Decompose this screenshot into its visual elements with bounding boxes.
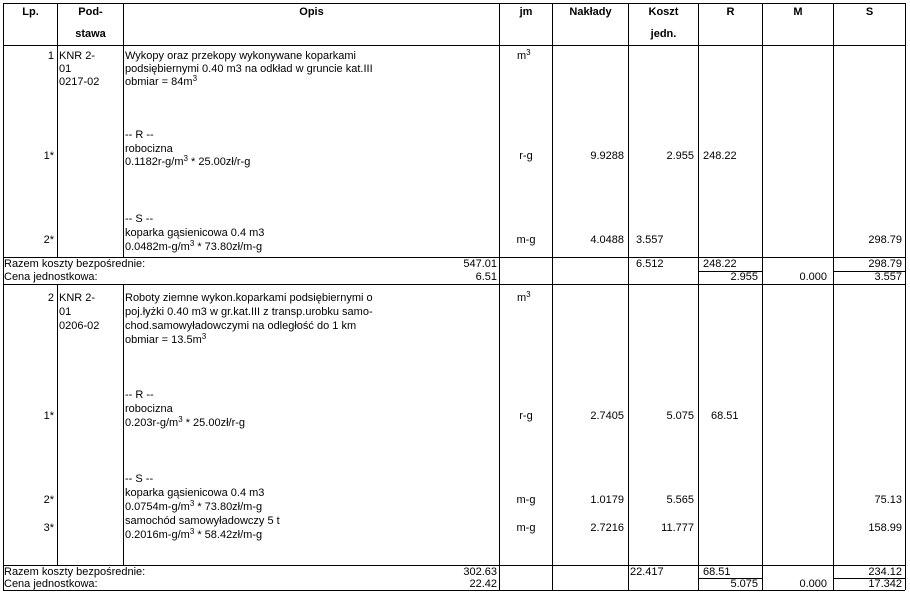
- pos2-razem-s: 234.12: [868, 566, 902, 578]
- pos2-razem-r: 68.51: [703, 566, 731, 578]
- pos1-cena-r: 2.955: [730, 271, 758, 283]
- pos1-razem-koszt: 6.512: [636, 258, 664, 270]
- pos1-r-koszt: 2.955: [666, 150, 694, 162]
- pos2-desc-line3: chod.samowyładowczymi na odległość do 1 km: [125, 320, 357, 332]
- pos2-cena-r: 5.075: [730, 578, 758, 590]
- pos1-s-section: -- S --: [125, 213, 154, 225]
- pos2-r-value: 68.51: [711, 410, 739, 422]
- pos2-unit: $m^3$: [517, 290, 531, 304]
- pos2-s1-naklady: 1.0179: [590, 494, 624, 506]
- pos2-s2-name: samochód samowyładowczy 5 t: [125, 515, 280, 527]
- pos1-s-value: 298.79: [868, 234, 902, 246]
- pos2-basis-line2: 01: [59, 306, 72, 318]
- pos1-r-section: -- R --: [125, 129, 154, 141]
- pos2-basis-line3: 0206-02: [59, 320, 100, 332]
- pos1-razem-r: 248.22: [703, 258, 737, 270]
- pos1-r-value: 248.22: [703, 150, 737, 162]
- pos1-razem-value: 547.01: [463, 258, 497, 270]
- col-border-m: [762, 3, 763, 590]
- pos1-basis-line2: 01: [59, 63, 72, 75]
- pos2-r-jm: r-g: [519, 410, 533, 422]
- pos2-r-section: -- R --: [125, 389, 154, 401]
- pos1-r-formula: $0.1182r-g/m^3$ * 25.00zł/r-g: [125, 154, 251, 168]
- pos1-s-koszt: 3.557: [636, 234, 664, 246]
- pos2-basis-line1: KNR 2-: [59, 292, 96, 304]
- header-jm: jm: [519, 6, 533, 18]
- pos1-basis-line3: 0217-02: [59, 76, 100, 88]
- table-right-border: [905, 3, 906, 590]
- header-m: M: [793, 6, 803, 18]
- pos2-r-naklady: 2.7405: [590, 410, 624, 422]
- pos2-s2-koszt: 11.777: [661, 522, 694, 534]
- header-lp: Lp.: [22, 6, 39, 18]
- pos2-razem-koszt: 22.417: [630, 566, 664, 578]
- pos1-s-naklady: 4.0488: [590, 234, 624, 246]
- col-border-opis-b: [123, 284, 124, 565]
- header-r: R: [726, 6, 735, 18]
- pos1-razem-label: Razem koszty bezpośrednie:: [4, 258, 146, 270]
- pos2-cena-m: 0.000: [799, 578, 827, 590]
- pos1-basis-line1: KNR 2-: [59, 50, 96, 62]
- pos2-desc-line2: poj.łyżki 0.40 m3 w gr.kat.III z transp.urobku samo-: [125, 306, 373, 318]
- pos1-s-formula: $0.0482m-g/m^3$ * 73.80zł/m-g: [125, 239, 263, 253]
- pos2-desc-line1: Roboty ziemne wykon.koparkami podsiębiernymi o: [125, 292, 373, 304]
- pos1-cena-m: 0.000: [799, 271, 827, 283]
- pos2-s1-koszt: 5.565: [666, 494, 694, 506]
- pos2-s2-formula: $0.2016m-g/m^3$ * 58.42zł/m-g: [125, 527, 263, 541]
- pos2-lp: 2: [47, 292, 54, 304]
- pos2-r-lp: 1*: [43, 410, 54, 422]
- pos1-r-jm: r-g: [519, 150, 533, 162]
- header-naklady: Nakłady: [569, 6, 612, 18]
- pos2-s1-value: 75.13: [874, 494, 902, 506]
- pos1-cena-s: 3.557: [874, 271, 902, 283]
- pos2-s2-jm: m-g: [516, 522, 536, 534]
- pos1-cena-label: Cena jednostkowa:: [4, 271, 98, 283]
- pos1-r-naklady: 9.9288: [590, 150, 624, 162]
- header-s: S: [865, 6, 874, 18]
- pos1-bottom-border: [3, 284, 905, 285]
- pos1-razem-s: 298.79: [868, 258, 902, 270]
- header-bottom-border: [3, 45, 905, 46]
- header-koszt-line2: jedn.: [650, 28, 677, 40]
- pos2-obmiar: obmiar = $13.5m^3$: [125, 332, 207, 346]
- pos2-r-formula: $0.203r-g/m^3$ * 25.00zł/r-g: [125, 415, 246, 429]
- col-border-podstawa-b: [57, 284, 58, 565]
- pos2-s2-naklady: 2.7216: [590, 522, 624, 534]
- header-podstawa-line1: Pod-: [78, 6, 103, 18]
- pos2-cena-label: Cena jednostkowa:: [4, 578, 98, 590]
- pos1-obmiar: obmiar = $84m^3$: [125, 74, 198, 88]
- pos1-s-lp: 2*: [43, 234, 54, 246]
- pos1-s-name: koparka gąsienicowa 0.4 m3: [125, 227, 265, 239]
- pos1-unit: $m^3$: [517, 48, 531, 62]
- col-border-opis-a: [123, 3, 124, 257]
- header-koszt-line1: Koszt: [648, 6, 679, 18]
- pos2-s-section: -- S --: [125, 473, 154, 485]
- pos2-s2-lp: 3*: [43, 522, 54, 534]
- pos1-r-lp: 1*: [43, 150, 54, 162]
- pos2-razem-value: 302.63: [463, 566, 497, 578]
- pos1-desc-line1: Wykopy oraz przekopy wykonywane koparkami: [125, 50, 356, 62]
- pos2-cena-s: 17.342: [868, 578, 902, 590]
- header-podstawa-line2: stawa: [75, 28, 106, 40]
- pos1-lp: 1: [47, 50, 54, 62]
- col-border-podstawa-a: [57, 3, 58, 257]
- pos2-s2-value: 158.99: [868, 522, 902, 534]
- pos2-s1-name: koparka gąsienicowa 0.4 m3: [125, 487, 265, 499]
- pos2-r-koszt: 5.075: [666, 410, 694, 422]
- pos1-cena-value: 6.51: [475, 271, 497, 283]
- pos1-s-jm: m-g: [516, 234, 536, 246]
- col-border-r: [698, 3, 699, 590]
- pos2-s1-formula: $0.0754m-g/m^3$ * 73.80zł/m-g: [125, 499, 263, 513]
- header-opis: Opis: [299, 6, 324, 18]
- table-top-border: [3, 3, 905, 4]
- pos2-s1-lp: 2*: [43, 494, 54, 506]
- pos1-desc-line2: podsiębiernymi 0.40 m3 na odkład w gruncie kat.III: [125, 63, 373, 75]
- pos2-s1-jm: m-g: [516, 494, 536, 506]
- pos2-cena-value: 22.42: [469, 578, 497, 590]
- pos2-r-name: robocizna: [125, 403, 173, 415]
- pos1-r-name: robocizna: [125, 143, 173, 155]
- pos2-razem-label: Razem koszty bezpośrednie:: [4, 566, 146, 578]
